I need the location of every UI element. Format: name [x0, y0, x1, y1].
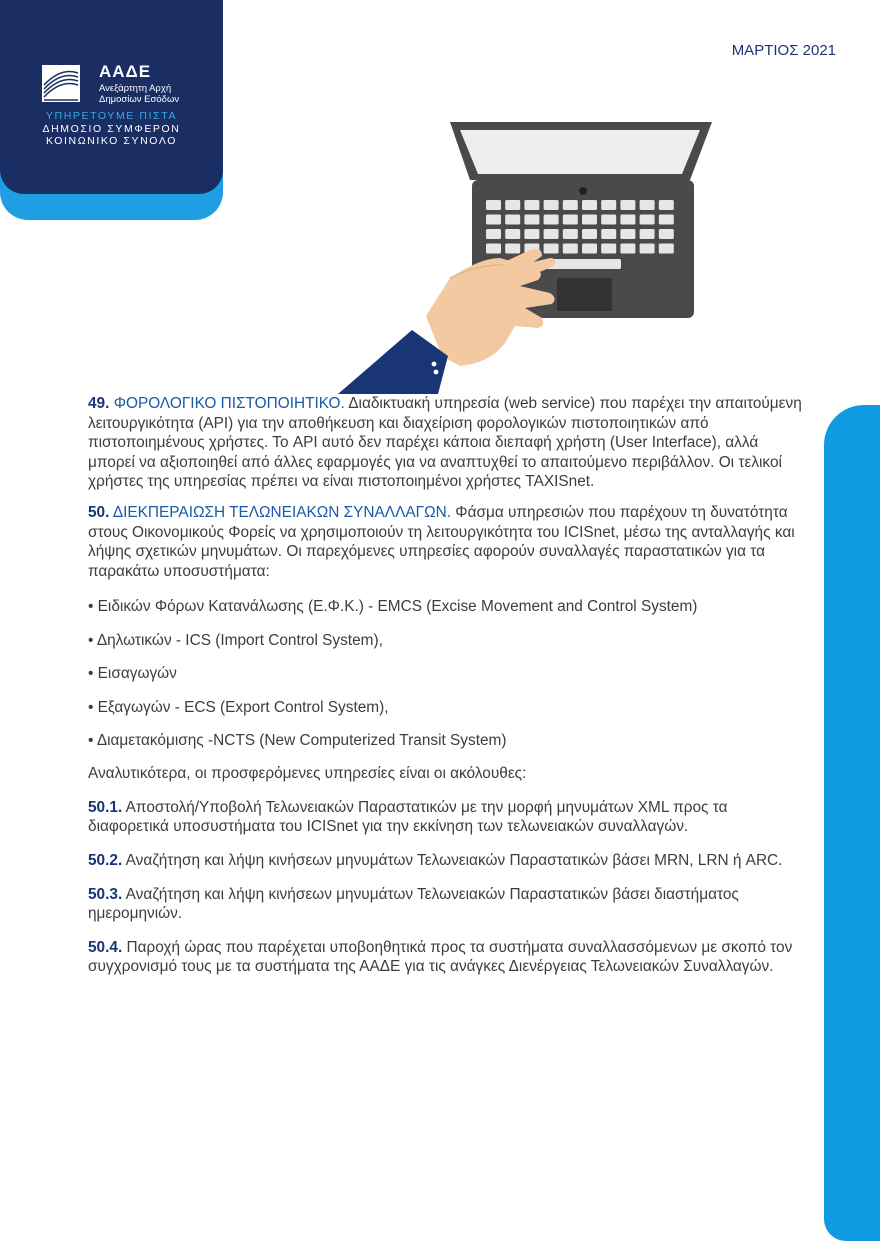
- item-49-paragraph: [88, 394, 808, 492]
- subitem-number: 50.2.: [88, 852, 123, 870]
- slogan: [0, 110, 223, 148]
- document-body: [88, 394, 808, 991]
- document-date: ΜΑΡΤΙΟΣ 2021: [731, 42, 836, 59]
- list-item: • Ειδικών Φόρων Κατανάλωσης (Ε.Φ.Κ.) - EMCS (Excise Movement and Control System): [88, 598, 698, 616]
- subitem-text: Αποστολή/Υποβολή Τελωνειακών Παραστατικών με την μορφή μηνυμάτων XML προς τα διαφορετικά υποσυστήματα του ICISnet για την εκκίνηση των τελωνειακών συναλλαγών.: [88, 798, 728, 836]
- list-item: • Εισαγωγών: [88, 665, 177, 683]
- slogan-line3: ΚΟΙΝΩΝΙΚΟ ΣΥΝΟΛΟ: [45, 135, 178, 147]
- subitem-text: Παροχή ώρας που παρέχεται υποβοηθητικά προς τα συστήματα συναλλασσόμενων με σκοπό τον συγχρονισμό τους με τα συστήματα της ΑΑΔΕ για τις ανάγκες Διενέργειας Τελωνειακών Συναλλαγών.: [88, 938, 793, 976]
- subsystem-list: [88, 597, 808, 750]
- item-49-number: 49.: [88, 395, 110, 412]
- list-item: • Εξαγωγών - ECS (Export Control System),: [88, 698, 389, 716]
- item-49-title: ΦΟΡΟΛΟΓΙΚΟ ΠΙΣΤΟΠΟΙΗΤΙΚΟ.: [113, 395, 345, 412]
- list-item: • Διαμετακόμισης -NCTS (New Computerized Transit System): [88, 731, 507, 749]
- right-accent-bar: [824, 405, 880, 1241]
- item-49-text: Διαδικτυακή υπηρεσία (web service) που παρέχει την απαιτούμενη λειτουργικότητα (API) για την αποθήκευση και διαχείριση φορολογικών πιστοποιητικών από πιστοποιημένους χρήστες. Το API αυτό δεν παρέχει κάποια διεπαφή χρήστη (User Interface), αλλά μπορεί να αξιοποιηθεί από άλλες εφαρμογές για να αναπτυχθεί το απαιτούμενο περιβάλλον. Οι τελικοί χρήστες της υπηρεσίας πρέπει να είναι πιστοποιημένοι χρήστες TAXISnet.: [88, 395, 802, 491]
- slogan-line1: ΥΠΗΡΕΤΟΥΜΕ ΠΙΣΤΑ: [45, 110, 178, 122]
- brand-subtitle: [99, 83, 209, 105]
- subitem-number: 50.1.: [88, 798, 123, 816]
- item-50-number: 50.: [88, 503, 110, 521]
- subitem-50-2: [88, 851, 808, 871]
- subitem-number: 50.4.: [88, 938, 123, 956]
- brand-subtitle-line1: Ανεξάρτητη Αρχή: [99, 83, 172, 94]
- slogan-line2: ΔΗΜΟΣΙΟ ΣΥΜΦΕΡΟΝ: [42, 122, 181, 135]
- header-badge: [0, 0, 223, 194]
- brand-name: ΑΑΔΕ: [99, 62, 152, 81]
- subitems: [88, 798, 808, 977]
- subitem-text: Αναζήτηση και λήψη κινήσεων μηνυμάτων Τελωνειακών Παραστατικών βάσει MRN, LRN ή ARC.: [122, 852, 783, 870]
- brand-subtitle-line2: Δημοσίων Εσόδων: [99, 94, 180, 105]
- list-item: • Δηλωτικών - ICS (Import Control System),: [88, 631, 383, 649]
- subitem-50-4: [88, 938, 808, 977]
- subitem-50-1: [88, 798, 808, 837]
- item-50-text: Φάσμα υπηρεσιών που παρέχουν τη δυνατότητα στους Οικονομικούς Φορείς να χρησιμοποιούν τη λειτουργικότητα του ICISnet, μέσω της ανταλλαγής και λήψης σχετικών μηνυμάτων. Οι παρεχόμενες υπηρεσίες αφορούν συναλλαγές παραστατικών για τα παρακάτω υποσυστήματα:: [88, 503, 795, 580]
- aade-logo-icon: [42, 65, 80, 102]
- item-50-paragraph: [88, 503, 808, 581]
- laptop-hand-illustration: [330, 118, 720, 398]
- services-intro: Αναλυτικότερα, οι προσφερόμενες υπηρεσίες είναι οι ακόλουθες:: [88, 765, 527, 783]
- subitem-text: Αναζήτηση και λήψη κινήσεων μηνυμάτων Τελωνειακών Παραστατικών βάσει διαστήματος ημερομηνιών.: [88, 885, 739, 923]
- subitem-number: 50.3.: [88, 885, 123, 903]
- item-50-title: ΔΙΕΚΠΕΡΑΙΩΣΗ ΤΕΛΩΝΕΙΑΚΩΝ ΣΥΝΑΛΛΑΓΩΝ.: [112, 503, 452, 521]
- subitem-50-3: [88, 885, 808, 924]
